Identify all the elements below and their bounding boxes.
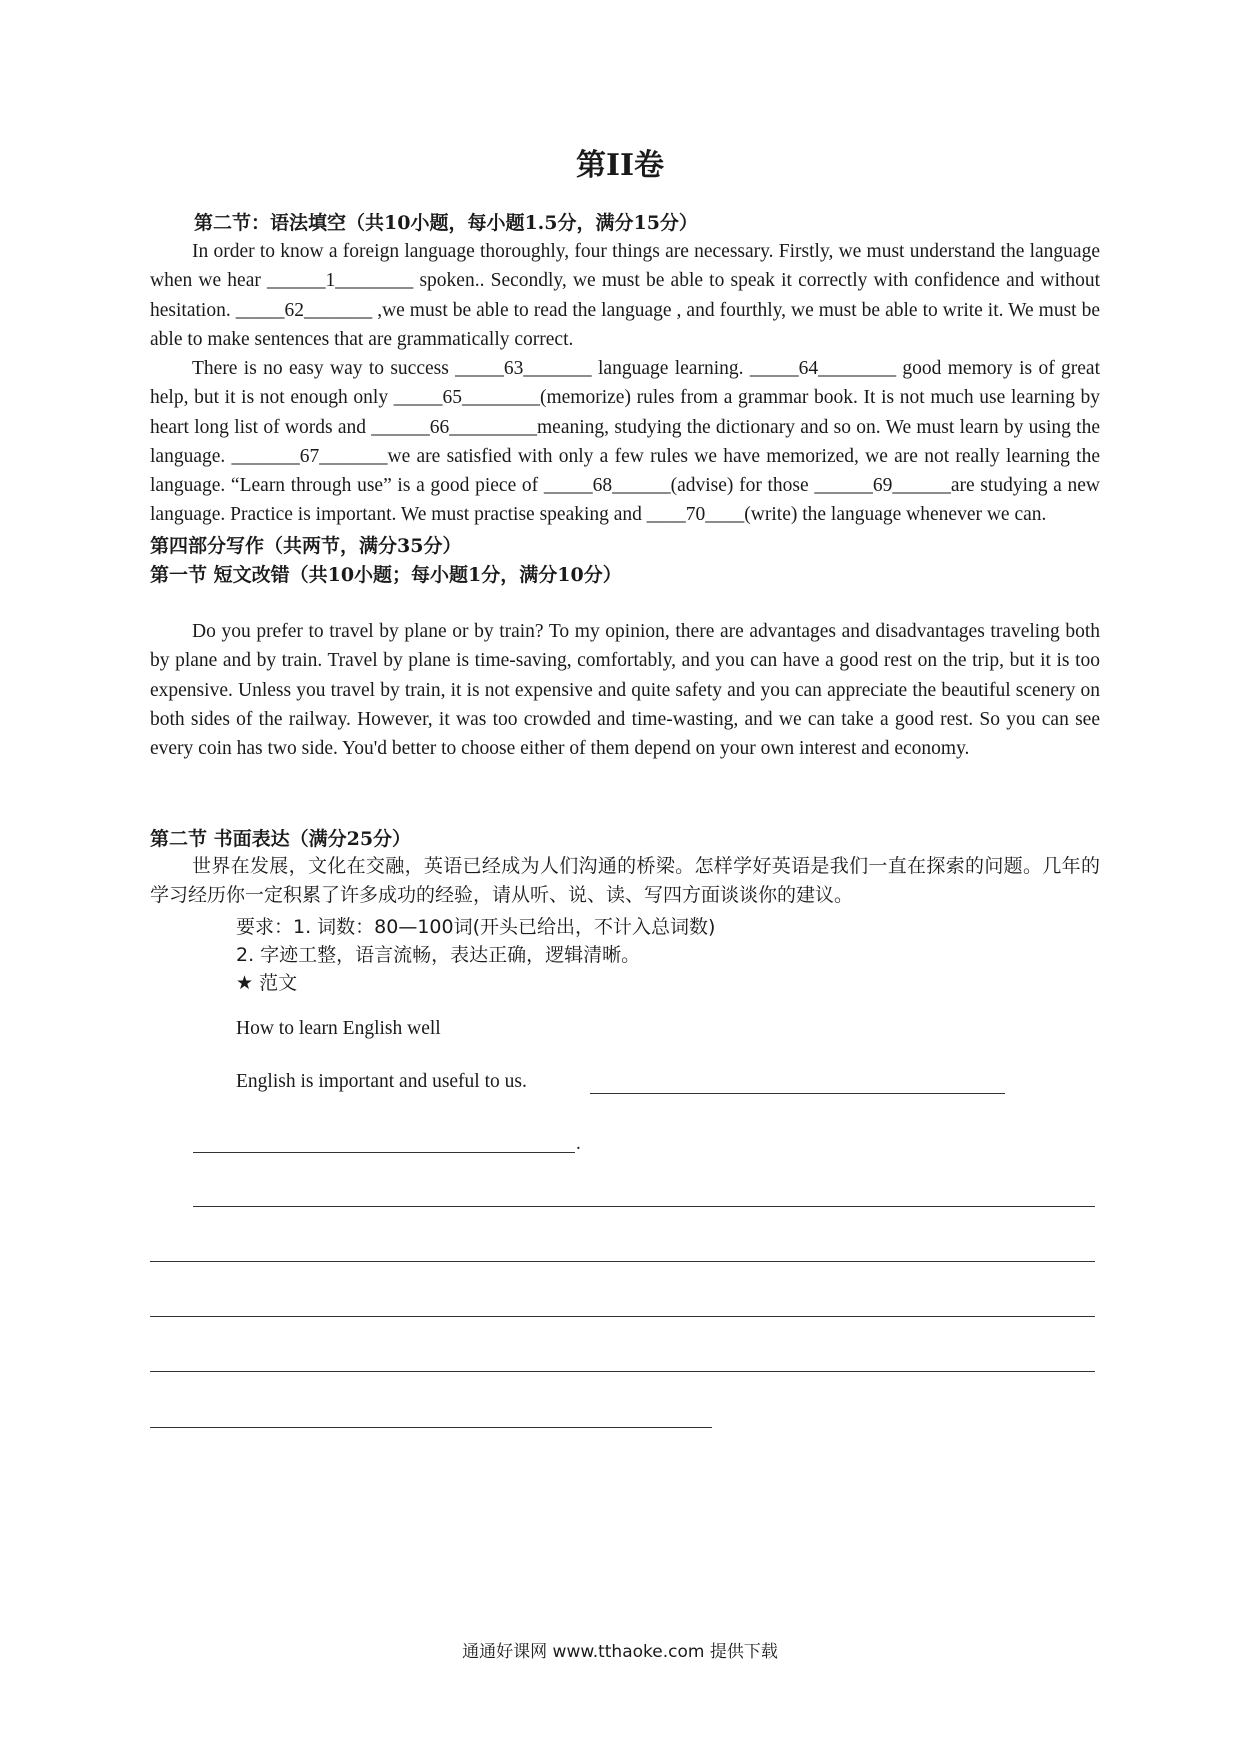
requirement-1: 要求：1. 词数：80—100词(开头已给出，不计入总词数): [236, 916, 716, 938]
answer-line-6: [150, 1371, 1095, 1372]
model-essay-label: ★ 范文: [236, 972, 298, 994]
writing-section-heading: 第二节 书面表达（满分25分）: [150, 828, 412, 850]
grammar-section-heading: 第二节：语法填空（共10小题，每小题1.5分，满分15分）: [194, 212, 698, 234]
answer-line-5: [150, 1316, 1095, 1317]
writing-prompt: 世界在发展，文化在交融，英语已经成为人们沟通的桥梁。怎样学好英语是我们一直在探索的问题。几年的学习经历你一定积累了许多成功的经验，请从听、说、读、写四方面谈谈你的建议。: [150, 855, 1100, 906]
answer-line-4: [150, 1261, 1095, 1262]
answer-line-3: [193, 1206, 1095, 1207]
grammar-paragraph-2: There is no easy way to success _____63_______ language learning. _____64________ good memory is of great help, but it is not enough only _____65________(memorize) rules from a grammar book. It is not much use learning by heart long list of words and ______66_________meaning, studying the dictionary and so on. We must learn by using the language. _______67_______we are satisfied with only a few rules we have memorized, we are not really learning the language. “Learn through use” is a good piece of _____68______(advise) for those ______69______are studying a new language. Practice is important. We must practise speaking and ____70____(write) the language whenever we can.: [150, 358, 1100, 526]
answer-line-7: [150, 1427, 712, 1428]
answer-line-period: .: [576, 1133, 581, 1154]
essay-opening: English is important and useful to us.: [236, 1071, 527, 1092]
essay-title: How to learn English well: [236, 1018, 441, 1039]
error-correction-heading: 第一节 短文改错（共10小题；每小题1分，满分10分）: [150, 564, 622, 586]
part4-heading: 第四部分写作（共两节，满分35分）: [150, 535, 462, 557]
answer-line-1: [590, 1093, 1005, 1094]
error-correction-passage: Do you prefer to travel by plane or by train? To my opinion, there are advantages and disadvantages traveling both by plane and by train. Travel by plane is time-saving, comfortably, and you can have a good rest on the trip, but it is too expensive. Unless you travel by train, it is not expensive and quite safety and you can appreciate the beautiful scenery on both sides of the railway. However, it was too crowded and time-wasting, and we can take a good rest. So you can see every coin has two side. You'd better to choose either of them depend on your own interest and economy.: [150, 621, 1100, 760]
grammar-paragraph-1: In order to know a foreign language thoroughly, four things are necessary. Firstly, we must understand the language when we hear ______1________ spoken.. Secondly, we must be able to speak it correctly with confidence and without hesitation. _____62_______ ,we must be able to read the language , and fourthly, we must be able to write it. We must be able to make sentences that are grammatically correct.: [150, 241, 1100, 350]
footer-credit: 通通好课网 www.tthaoke.com 提供下载: [462, 1642, 778, 1662]
requirement-2: 2. 字迹工整，语言流畅，表达正确，逻辑清晰。: [236, 944, 641, 966]
page-title: 第II卷: [575, 148, 665, 183]
answer-line-2: [193, 1152, 575, 1153]
